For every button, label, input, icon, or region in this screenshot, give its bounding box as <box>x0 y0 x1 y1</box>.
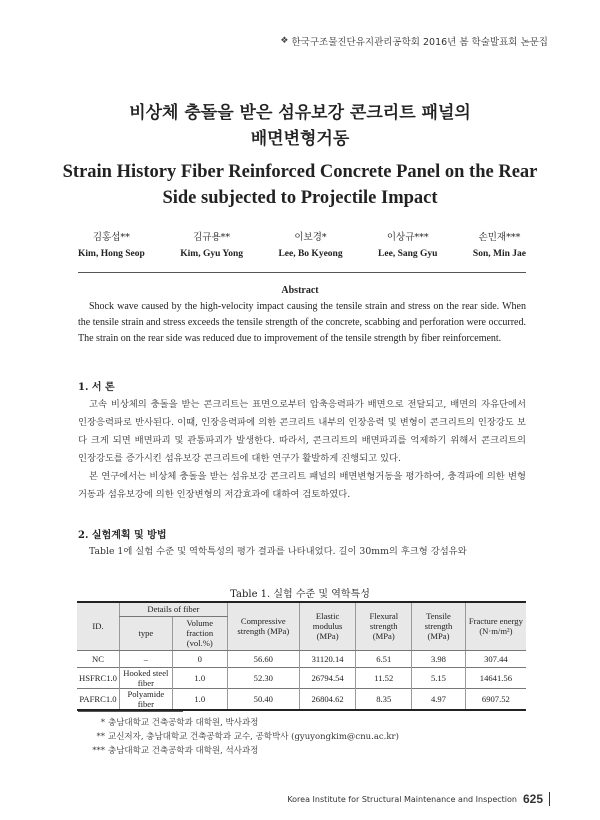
author-divider <box>78 272 526 273</box>
footnote <box>85 730 399 742</box>
cell-flexural: 11.52 <box>356 667 412 688</box>
cell-compressive: 50.40 <box>227 688 299 710</box>
author <box>278 230 342 262</box>
cell-type: Polyamide fiber <box>119 688 172 710</box>
footnote <box>85 744 258 756</box>
cell-type: Hooked steel fiber <box>119 667 172 688</box>
cell-tensile: 5.15 <box>412 667 466 688</box>
table-caption: Table 1. 실험 수준 및 역학특성 <box>230 589 370 600</box>
footnote-divider <box>78 711 183 712</box>
cell-tensile: 3.98 <box>412 650 466 667</box>
col-header-fracture: Fracture energy (N·m/m²) <box>465 602 526 650</box>
abstract-text: Shock wave caused by the high-velocity impact causing the tensile strain and stress on the rear side. When the tensile strain and stress exceeds the tensile strength of the concrete, scabbing and perforation were occurred. The strain on the rear side was reduced due to improvement of the tensile strength by fiber reinforcement. <box>78 301 526 344</box>
properties-table <box>77 601 526 711</box>
footnote-text: 충남대학교 건축공학과 대학원, 석사과정 <box>108 746 259 756</box>
korean-title-line-2: 배면변형거동 <box>250 129 350 149</box>
author <box>78 230 145 262</box>
cell-id: PAFRC1.0 <box>79 693 117 704</box>
cell-volume: 1.0 <box>172 667 227 688</box>
author-english-name: Kim, Gyu Yong <box>180 249 243 259</box>
table-row <box>77 650 526 667</box>
cell-tensile: 4.97 <box>412 688 466 710</box>
section-2-heading: 2. 실험계획 및 방법 <box>78 530 167 541</box>
author-korean-name: 이상규*** <box>386 232 429 243</box>
cell-volume: 1.0 <box>172 688 227 710</box>
english-title-line-2: Side subjected to Projectile Impact <box>162 188 438 208</box>
cell-flexural: 6.51 <box>356 650 412 667</box>
footnote-text: 충남대학교 건축공학과 대학원, 박사과정 <box>108 718 259 728</box>
cell-elastic: 26794.54 <box>299 667 356 688</box>
cell-fracture: 307.44 <box>465 650 526 667</box>
footnote <box>85 716 258 728</box>
col-header-tensile: Tensile strength (MPa) <box>412 602 466 650</box>
footnote-mark: * <box>100 718 105 728</box>
abstract-heading: Abstract <box>281 285 319 296</box>
section-1-heading: 1. 서 론 <box>78 382 115 393</box>
author-english-name: Kim, Hong Seop <box>78 249 145 259</box>
cell-fracture: 14641.56 <box>465 667 526 688</box>
page-number: 625 <box>523 792 550 806</box>
author-english-name: Lee, Bo Kyeong <box>278 249 343 259</box>
footnote-text: 교신저자, 충남대학교 건축공학과 교수, 공학박사 (gyuyongkim@cnu.ac.kr) <box>108 732 399 742</box>
section-2-paragraph-1: Table 1에 실험 수준 및 역학특성의 평가 결과를 나타내었다. 길이 30mm의 후크형 강섬유와 <box>89 546 467 557</box>
cell-volume: 0 <box>172 650 227 667</box>
cell-id: HSFRC1.0 <box>79 672 117 683</box>
col-header-flexural: Flexural strength (MPa) <box>356 602 412 650</box>
cell-fracture: 6907.52 <box>465 688 526 710</box>
page-footer <box>287 792 550 806</box>
col-header-elastic: Elastic modulus (MPa) <box>299 602 356 650</box>
author-korean-name: 김홍섭** <box>92 232 130 243</box>
author <box>473 230 526 262</box>
diamond-ornament-icon: ❖ <box>280 36 289 46</box>
cell-flexural: 8.35 <box>356 688 412 710</box>
col-header-id: ID. <box>77 602 119 650</box>
section-1-paragraph-2: 본 연구에서는 비상체 충돌을 받는 섬유보강 콘크리트 패널의 배면변형거동을 평가하여, 충격파에 의한 변형거동과 섬유보강에 의한 인장변형의 저감효과에 대하여 검토하였다. <box>78 471 526 500</box>
running-header <box>280 34 548 48</box>
author <box>180 230 243 262</box>
cell-elastic: 26804.62 <box>299 688 356 710</box>
author-korean-name: 손민재*** <box>478 232 521 243</box>
col-header-fiber-details: Details of fiber <box>119 602 227 616</box>
col-header-fiber-type: type <box>119 616 172 650</box>
cell-type: – <box>119 650 172 667</box>
author-english-name: Son, Min Jae <box>472 249 526 259</box>
footer-organization: Korea Institute for Structural Maintenance and Inspection <box>287 794 517 804</box>
author-list <box>78 230 526 262</box>
footnote-mark: ** <box>96 732 105 742</box>
table-row <box>77 688 526 710</box>
english-title-line-1: Strain History Fiber Reinforced Concrete Panel on the Rear <box>62 162 538 182</box>
journal-name: 한국구조물진단유지관리공학회 2016년 봄 학술발표회 논문집 <box>291 37 548 48</box>
section-1-paragraph-1: 고속 비상체의 충돌을 받는 콘크리트는 표면으로부터 압축응력파가 배면으로 전달되고, 배면의 자유단에서 인장응력파로 반사된다. 이때, 인장응력파에 의한 콘크리트 내부의 인장응력 및 변형이 콘크리트의 인장강도 보다 크게 되면 배면파괴 및 관통파괴가 발생한다. 따라서, 콘크리트의 배면파괴를 억제하기 위해서 콘크리트의 인장강도를 증가시킨 섬유보강 콘크리트에 대한 연구가 활발하게 진행되고 있다. <box>78 399 526 464</box>
author <box>378 230 437 262</box>
korean-title-line-1: 비상체 충돌을 받은 섬유보강 콘크리트 패널의 <box>129 103 471 123</box>
footnote-mark: *** <box>92 746 105 756</box>
cell-compressive: 52.30 <box>227 667 299 688</box>
table-row <box>77 667 526 688</box>
col-header-volume: Volume fraction (vol.%) <box>172 616 227 650</box>
author-korean-name: 이보경* <box>294 232 327 243</box>
author-korean-name: 김규용** <box>193 232 231 243</box>
cell-elastic: 31120.14 <box>299 650 356 667</box>
cell-id: NC <box>92 653 104 664</box>
col-header-compressive: Compressive strength (MPa) <box>227 602 299 650</box>
author-english-name: Lee, Sang Gyu <box>378 249 438 259</box>
cell-compressive: 56.60 <box>227 650 299 667</box>
